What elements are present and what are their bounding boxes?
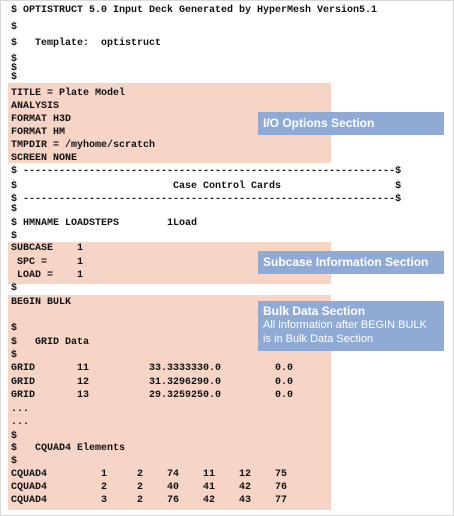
deck-line: $ [11,431,18,442]
deck-line: CQUAD4 1 2 74 11 12 75 [11,469,288,480]
deck-line: TITLE = Plate Model [11,88,126,99]
bulk-data-label [258,301,444,351]
deck-line: $ HMNAME LOADSTEPS 1Load [11,218,198,229]
deck-line: CQUAD4 3 2 76 42 43 77 [11,495,288,506]
deck-line: $ GRID Data [11,337,90,348]
deck-line: ... [11,404,30,415]
deck-line: $ [11,283,18,294]
deck-line: $ [11,63,18,74]
deck-line: $ [11,231,18,242]
deck-line: SUBCASE 1 [11,243,84,254]
deck-line: $ [11,204,18,215]
deck-line: $ Case Control Cards $ [11,181,402,192]
deck-line: $ --------------------------------------------------------------$ [11,166,402,177]
deck-line: $ OPTISTRUCT 5.0 Input Deck Generated by HyperMesh Version5.1 [11,5,378,16]
deck-line: $ [11,54,18,65]
bulk-data-label-desc-2: is in Bulk Data Section [263,333,374,345]
io-options-label-text: I/O Options Section [263,116,375,130]
deck-line: $ [11,456,18,467]
io-options-label [258,112,444,135]
deck-line: GRID 11 33.3333330.0 0.0 [11,363,294,374]
subcase-label [258,251,444,274]
deck-line: SCREEN NONE [11,153,78,164]
deck-line: ... [11,417,30,428]
subcase-label-text: Subcase Information Section [263,255,429,269]
deck-line: $ [11,72,18,83]
deck-line: FORMAT HM [11,127,66,138]
deck-line: BEGIN BULK [11,297,72,308]
deck-line: GRID 13 29.3259250.0 0.0 [11,390,294,401]
deck-line: $ [11,22,18,33]
deck-line: TMPDIR = /myhome/scratch [11,140,156,151]
bulk-data-label-title: Bulk Data Section [263,304,366,318]
deck-line: $ [11,350,18,361]
deck-line: GRID 12 31.3296290.0 0.0 [11,377,294,388]
deck-line: $ CQUAD4 Elements [11,443,126,454]
deck-line: FORMAT H3D [11,114,72,125]
deck-line: SPC = 1 [11,257,84,268]
deck-line: $ Template: optistruct [11,38,162,49]
bulk-data-label-desc-1: All information after BEGIN BULK [263,319,427,331]
deck-line: $ --------------------------------------------------------------$ [11,194,402,205]
deck-line: ANALYSIS [11,101,60,112]
deck-line: LOAD = 1 [11,270,84,281]
deck-line: $ [11,323,18,334]
deck-line: CQUAD4 2 2 40 41 42 76 [11,482,288,493]
